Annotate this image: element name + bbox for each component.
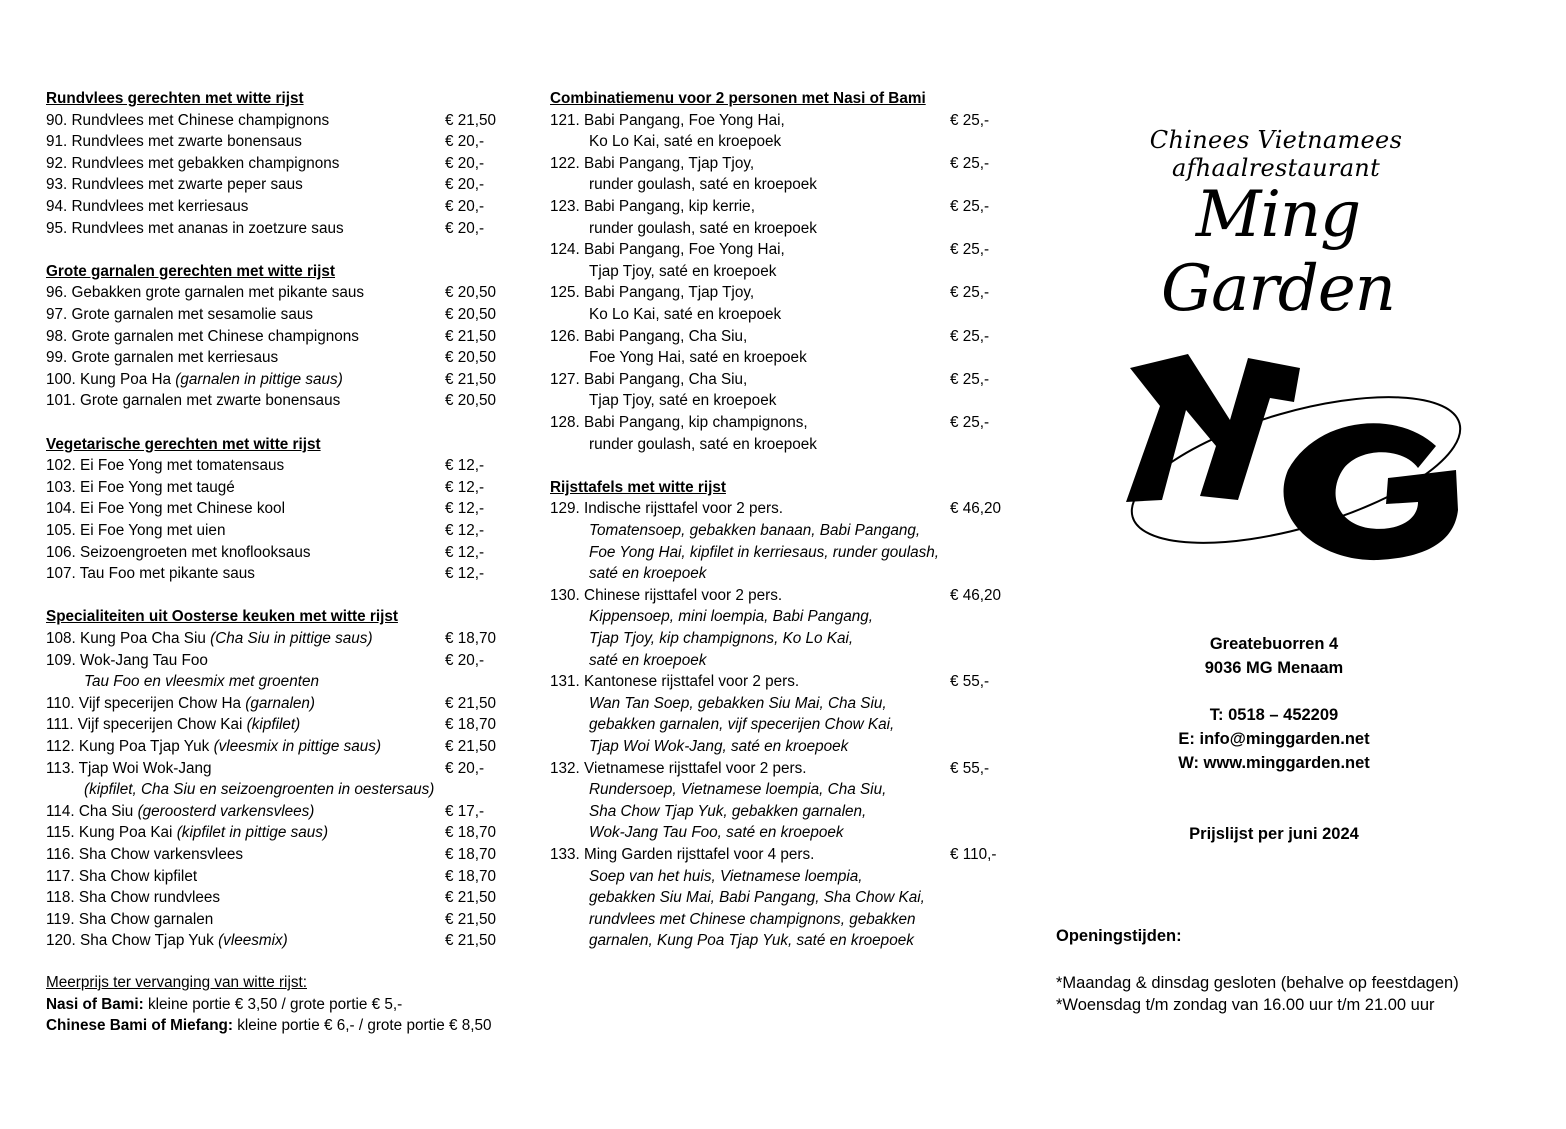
menu-item-name: 102. Ei Foe Yong met tomatensaus	[46, 457, 285, 475]
menu-item	[46, 693, 315, 714]
section-heading: Combinatiemenu voor 2 personen met Nasi of Bami	[550, 90, 926, 107]
menu-item-name: 90. Rundvlees met Chinese champignons	[46, 111, 330, 129]
menu-item-name: 116. Sha Chow varkensvlees	[46, 846, 243, 863]
menu-item-price: € 25,-	[950, 198, 990, 215]
menu-item	[46, 542, 310, 563]
extra-heading: Meerprijs ter vervanging van witte rijst:	[46, 974, 307, 991]
menu-item	[46, 455, 284, 476]
menu-item-name: 132. Vietnamese rijsttafel voor 2 pers.	[550, 759, 807, 777]
menu-item	[46, 736, 381, 757]
opening-hours-line: *Maandag & dinsdag gesloten (behalve op feestdagen)	[1056, 974, 1459, 992]
menu-item-description: (vleesmix)	[218, 932, 288, 950]
menu-item-price: € 12,-	[445, 543, 485, 561]
extra-label: Nasi of Bami:	[46, 995, 144, 1013]
menu-item-price: € 18,70	[445, 824, 497, 842]
menu-item-name: 130. Chinese rijsttafel voor 2 pers.	[550, 586, 783, 604]
extra-line	[46, 1015, 492, 1036]
menu-item-name: 103. Ei Foe Yong met taugé	[46, 478, 235, 496]
section-heading: Specialiteiten uit Oosterse keuken met witte rijst	[46, 608, 398, 626]
email-address: E: info@minggarden.net	[1178, 730, 1370, 748]
menu-item-price: € 25,-	[950, 111, 990, 129]
menu-item-price: € 20,-	[445, 133, 485, 151]
menu-item-name: 94. Rundvlees met kerriesaus	[46, 198, 249, 215]
menu-item-price: € 20,-	[445, 219, 485, 237]
menu-item-price: € 20,-	[445, 198, 485, 215]
menu-item-description: (Cha Siu in pittige saus)	[210, 630, 373, 647]
address-city: 9036 MG Menaam	[1204, 659, 1344, 677]
menu-item	[46, 650, 208, 671]
menu-item-name: 131. Kantonese rijsttafel voor 2 pers.	[550, 673, 800, 691]
menu-item-subtext: Kippensoep, mini loempia, Babi Pangang,	[589, 608, 874, 626]
section-heading: Vegetarische gerechten met witte rijst	[46, 435, 321, 453]
menu-item	[46, 304, 313, 325]
menu-item-subtext: Wok-Jang Tau Foo, saté en kroepoek	[589, 824, 844, 842]
menu-item-price: € 25,-	[950, 154, 990, 172]
menu-item-price: € 18,70	[445, 716, 497, 734]
menu-item-price: € 20,-	[445, 154, 485, 172]
menu-item-price: € 20,-	[445, 651, 485, 669]
menu-item-name: 98. Grote garnalen met Chinese champignons	[46, 327, 359, 345]
menu-item-name: 117. Sha Chow kipfilet	[46, 867, 198, 885]
phone-number: T: 0518 – 452209	[1209, 706, 1339, 724]
menu-item-name: 122. Babi Pangang, Tjap Tjoy,	[550, 154, 755, 172]
menu-item-name: 96. Gebakken grote garnalen met pikante saus	[46, 284, 365, 302]
menu-item-name: 92. Rundvlees met gebakken champignons	[46, 154, 340, 172]
extra-line	[46, 994, 402, 1015]
menu-item-subtext: Ko Lo Kai, saté en kroepoek	[589, 133, 782, 151]
menu-item	[46, 887, 220, 908]
menu-item	[46, 866, 197, 887]
menu-item-name: 99. Grote garnalen met kerriesaus	[46, 349, 279, 367]
menu-item-price: € 46,20	[950, 500, 1002, 518]
menu-item	[46, 218, 344, 239]
menu-item	[46, 477, 235, 498]
menu-item	[46, 369, 343, 390]
extra-text: kleine portie € 6,- / grote portie € 8,50	[232, 1017, 492, 1035]
opening-hours-line: *Woensdag t/m zondag van 16.00 uur t/m 21.00 uur	[1056, 996, 1435, 1014]
menu-item-subtext: Sha Chow Tjap Yuk, gebakken garnalen,	[589, 802, 867, 820]
section-heading: Rundvlees gerechten met witte rijst	[46, 90, 304, 107]
menu-item-subtext: Wan Tan Soep, gebakken Siu Mai, Cha Siu,	[589, 694, 887, 712]
menu-item-price: € 20,50	[445, 306, 497, 323]
menu-item-price: € 21,50	[445, 910, 497, 928]
menu-item-price: € 20,50	[445, 284, 497, 302]
menu-item-price: € 21,50	[445, 738, 497, 755]
menu-item-price: € 21,50	[445, 370, 497, 388]
menu-item	[46, 131, 302, 152]
menu-item-name: 133. Ming Garden rijsttafel voor 4 pers.	[550, 846, 815, 863]
menu-item-subtext: Tjap Tjoy, saté en kroepoek	[589, 392, 777, 410]
menu-item-name: 113. Tjap Woi Wok-Jang	[46, 759, 212, 777]
menu-item-name: 128. Babi Pangang, kip champignons,	[550, 414, 808, 431]
menu-item-name: 105. Ei Foe Yong met uien	[46, 522, 226, 539]
menu-item-name: 95. Rundvlees met ananas in zoetzure saus	[46, 219, 344, 237]
menu-item-price: € 110,-	[950, 846, 997, 863]
menu-item-name: 100. Kung Poa Ha	[46, 370, 176, 388]
menu-item-subtext: Soep van het huis, Vietnamese loempia,	[589, 867, 863, 885]
menu-item-name: 108. Kung Poa Cha Siu	[46, 630, 211, 647]
menu-item-name: 120. Sha Chow Tjap Yuk	[46, 932, 219, 950]
menu-item	[46, 326, 359, 347]
menu-item-subtext: Tomatensoep, gebakken banaan, Babi Pangang,	[589, 522, 921, 539]
menu-item-name: 91. Rundvlees met zwarte bonensaus	[46, 133, 302, 151]
menu-item-name: 106. Seizoengroeten met knoflooksaus	[46, 543, 311, 561]
opening-hours-heading: Openingstijden:	[1056, 927, 1182, 945]
menu-item-subtext: Tjap Tjoy, kip champignons, Ko Lo Kai,	[589, 630, 854, 647]
menu-item-description: (kipfilet)	[246, 716, 301, 734]
mg-logo	[1118, 350, 1470, 572]
menu-item-name: 104. Ei Foe Yong met Chinese kool	[46, 500, 285, 518]
menu-item-price: € 21,50	[445, 111, 497, 129]
restaurant-name: Ming Garden	[1161, 178, 1395, 326]
restaurant-tagline: Chinees Vietnamees afhaalrestaurant	[1149, 126, 1403, 182]
menu-item-name: 121. Babi Pangang, Foe Yong Hai,	[550, 111, 785, 129]
menu-item-name: 112. Kung Poa Tjap Yuk	[46, 738, 214, 755]
menu-item-price: € 25,-	[950, 327, 990, 345]
menu-item-subtext: Foe Yong Hai, kipfilet in kerriesaus, runder goulash,	[589, 543, 940, 561]
menu-item-price: € 18,70	[445, 630, 497, 647]
menu-item	[46, 110, 329, 131]
menu-item-name: 110. Vijf specerijen Chow Ha	[46, 694, 246, 712]
menu-item-subtext: garnalen, Kung Poa Tjap Yuk, saté en kroepoek	[589, 932, 914, 950]
menu-item-subtext: (kipfilet, Cha Siu en seizoengroenten in oestersaus)	[84, 781, 435, 799]
menu-item	[46, 628, 373, 649]
section-heading: Rijsttafels met witte rijst	[550, 478, 726, 496]
menu-item-subtext: runder goulash, saté en kroepoek	[589, 219, 817, 237]
address-street: Greatebuorren 4	[1209, 635, 1339, 653]
menu-item-subtext: rundvlees met Chinese champignons, gebakken	[589, 910, 916, 928]
menu-item-price: € 21,50	[445, 932, 497, 950]
menu-item-description: (garnalen)	[245, 694, 315, 712]
menu-item	[46, 930, 288, 951]
menu-item-price: € 18,70	[445, 867, 497, 885]
extra-label: Chinese Bami of Miefang:	[46, 1017, 233, 1035]
menu-item-price: € 20,-	[445, 176, 485, 194]
menu-item	[46, 822, 328, 843]
menu-item-subtext: runder goulash, saté en kroepoek	[589, 435, 817, 453]
menu-item-name: 111. Vijf specerijen Chow Kai	[46, 716, 247, 734]
menu-item-price: € 25,-	[950, 370, 990, 388]
menu-item-name: 125. Babi Pangang, Tjap Tjoy,	[550, 284, 755, 302]
menu-item-name: 109. Wok-Jang Tau Foo	[46, 651, 208, 669]
menu-item	[46, 714, 300, 735]
menu-item-subtext: saté en kroepoek	[589, 565, 707, 583]
website-address: W: www.minggarden.net	[1178, 754, 1370, 772]
menu-item-price: € 25,-	[950, 284, 990, 302]
menu-item-subtext: Tjap Tjoy, saté en kroepoek	[589, 262, 777, 280]
menu-item-price: € 20,-	[445, 759, 485, 777]
menu-item	[46, 909, 213, 930]
menu-item-description: (geroosterd varkensvlees)	[137, 802, 315, 820]
menu-item-subtext: Ko Lo Kai, saté en kroepoek	[589, 306, 782, 323]
menu-item-price: € 55,-	[950, 673, 990, 691]
menu-item-price: € 12,-	[445, 457, 485, 475]
menu-item-description: (garnalen in pittige saus)	[175, 370, 343, 388]
menu-item-description: (kipfilet in pittige saus)	[176, 824, 329, 842]
menu-item-subtext: Foe Yong Hai, saté en kroepoek	[589, 349, 807, 367]
menu-item	[46, 174, 303, 195]
menu-item-name: 124. Babi Pangang, Foe Yong Hai,	[550, 241, 785, 259]
menu-item-price: € 20,50	[445, 392, 497, 410]
menu-item-description: (vleesmix in pittige saus)	[213, 738, 382, 755]
menu-item-subtext: Tau Foo en vleesmix met groenten	[84, 673, 319, 691]
menu-item-price: € 21,50	[445, 327, 497, 345]
section-heading: Grote garnalen gerechten met witte rijst	[46, 262, 336, 280]
menu-item-price: € 12,-	[445, 500, 485, 518]
menu-item	[46, 196, 248, 217]
pricelist-date: Prijslijst per juni 2024	[1189, 825, 1359, 843]
menu-item	[46, 758, 212, 779]
menu-item	[46, 520, 225, 541]
menu-item-price: € 25,-	[950, 414, 990, 431]
menu-item-price: € 21,50	[445, 694, 497, 712]
menu-item-price: € 55,-	[950, 759, 990, 777]
menu-item-price: € 12,-	[445, 478, 485, 496]
menu-item-subtext: gebakken garnalen, vijf specerijen Chow Kai,	[589, 716, 895, 734]
menu-item-subtext: Rundersoep, Vietnamese loempia, Cha Siu,	[589, 781, 887, 799]
menu-item-price: € 12,-	[445, 565, 485, 583]
menu-item-name: 107. Tau Foo met pikante saus	[46, 565, 255, 583]
menu-item-name: 97. Grote garnalen met sesamolie saus	[46, 306, 313, 323]
extra-text: kleine portie € 3,50 / grote portie € 5,-	[143, 995, 403, 1013]
menu-item-subtext: Tjap Woi Wok-Jang, saté en kroepoek	[589, 738, 849, 755]
menu-item-name: 101. Grote garnalen met zwarte bonensaus	[46, 392, 341, 410]
menu-item-price: € 12,-	[445, 522, 485, 539]
menu-item	[46, 347, 278, 368]
menu-item	[46, 390, 340, 411]
menu-item-name: 129. Indische rijsttafel voor 2 pers.	[550, 500, 783, 518]
menu-item-name: 123. Babi Pangang, kip kerrie,	[550, 198, 755, 215]
menu-item-price: € 21,50	[445, 889, 497, 907]
menu-item	[46, 801, 314, 822]
menu-item	[46, 282, 364, 303]
menu-item-name: 126. Babi Pangang, Cha Siu,	[550, 327, 748, 345]
menu-item-price: € 18,70	[445, 846, 497, 863]
menu-item-name: 119. Sha Chow garnalen	[46, 910, 214, 928]
menu-item-price: € 25,-	[950, 241, 990, 259]
menu-item	[46, 153, 339, 174]
menu-item-name: 118. Sha Chow rundvlees	[46, 889, 221, 907]
menu-item	[46, 498, 285, 519]
menu-item	[46, 844, 243, 865]
menu-item-name: 115. Kung Poa Kai	[46, 824, 177, 842]
menu-item-price: € 46,20	[950, 586, 1002, 604]
menu-item-name: 114. Cha Siu	[46, 802, 138, 820]
menu-item-subtext: gebakken Siu Mai, Babi Pangang, Sha Chow Kai,	[589, 889, 925, 907]
menu-item-subtext: saté en kroepoek	[589, 651, 707, 669]
menu-item-price: € 17,-	[445, 802, 485, 820]
menu-item-subtext: runder goulash, saté en kroepoek	[589, 176, 817, 194]
menu-item-name: 127. Babi Pangang, Cha Siu,	[550, 370, 748, 388]
menu-item-price: € 20,50	[445, 349, 497, 367]
menu-item	[46, 563, 255, 584]
menu-item-name: 93. Rundvlees met zwarte peper saus	[46, 176, 303, 194]
